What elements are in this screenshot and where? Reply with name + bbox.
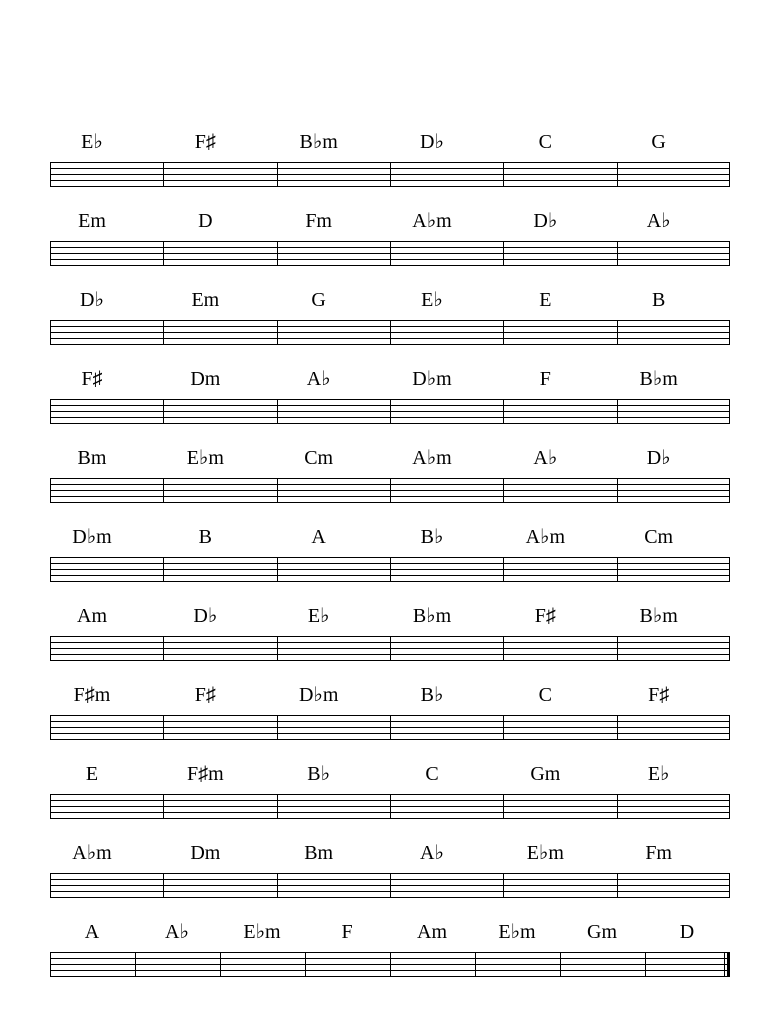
staff [50, 952, 730, 976]
chord-symbol: E♭m [243, 921, 281, 943]
barline [390, 399, 391, 423]
barline [163, 636, 164, 660]
chord-symbol: A♭m [412, 447, 452, 469]
barline [390, 241, 391, 265]
barline [503, 399, 504, 423]
barline [729, 715, 730, 739]
chord-symbol: A♭ [646, 210, 671, 232]
chord-symbol: B♭m [639, 605, 678, 627]
staff-line [50, 739, 730, 740]
chord-symbol: D♭ [533, 210, 558, 232]
barline [50, 162, 51, 186]
chord-symbol: G [311, 289, 326, 311]
barline [163, 794, 164, 818]
chord-symbol: A♭m [72, 842, 112, 864]
barline [50, 478, 51, 502]
barline [617, 557, 618, 581]
barline [390, 636, 391, 660]
chord-symbol: F♯ [194, 684, 216, 706]
chord-symbol: D♭m [412, 368, 452, 390]
staff-system [50, 762, 730, 832]
barline [617, 636, 618, 660]
barline [277, 478, 278, 502]
barline [163, 162, 164, 186]
staff [50, 794, 730, 818]
chord-symbol: E♭m [498, 921, 536, 943]
barline [50, 873, 51, 897]
barline [163, 241, 164, 265]
barline [617, 873, 618, 897]
barline [617, 162, 618, 186]
chord-symbol: Em [78, 210, 106, 232]
chord-symbol: A♭ [420, 842, 444, 864]
chord-symbol: D [198, 210, 213, 232]
barline [277, 162, 278, 186]
chord-symbol: Dm [190, 368, 221, 390]
chord-symbol: E♭ [647, 763, 670, 785]
chord-symbol: Fm [645, 842, 672, 864]
chord-symbol: D♭m [298, 684, 339, 706]
staff [50, 320, 730, 344]
barline [390, 478, 391, 502]
chord-symbol: F♯m [186, 763, 224, 785]
chord-symbol: B♭ [307, 763, 331, 785]
chord-symbol: Am [77, 605, 107, 627]
chord-symbol: E♭ [81, 131, 103, 153]
barline [475, 952, 476, 976]
barline [163, 557, 164, 581]
chord-symbol: E♭ [307, 605, 330, 627]
chord-symbol: D [679, 921, 695, 943]
chord-symbol: Cm [304, 447, 334, 469]
staff [50, 557, 730, 581]
final-barline-thin [724, 952, 725, 976]
chord-symbol: A [311, 526, 326, 548]
chord-symbol: Gm [530, 763, 561, 785]
chord-symbol: D♭m [72, 526, 112, 548]
barline [50, 399, 51, 423]
barline [729, 557, 730, 581]
chord-symbol: C [425, 763, 439, 785]
staff-system [50, 525, 730, 595]
staff-line [50, 581, 730, 582]
chord-symbol: E [85, 763, 99, 785]
barline [50, 952, 51, 976]
barline [617, 794, 618, 818]
barline [390, 952, 391, 976]
barline [163, 873, 164, 897]
barline [503, 320, 504, 344]
barline [50, 320, 51, 344]
staff-line [50, 818, 730, 819]
barline [729, 241, 730, 265]
chord-symbol: G [651, 131, 666, 153]
barline [729, 873, 730, 897]
chord-symbol: A♭ [533, 447, 558, 469]
barline [277, 873, 278, 897]
barline [503, 241, 504, 265]
barline [163, 320, 164, 344]
barline [729, 636, 730, 660]
staff-system [50, 841, 730, 911]
barline [277, 557, 278, 581]
barline [503, 557, 504, 581]
barline [163, 399, 164, 423]
staff-system [50, 604, 730, 674]
barline [163, 478, 164, 502]
chord-symbol: D♭ [80, 289, 104, 311]
barline [503, 162, 504, 186]
chord-symbol: F♯ [534, 605, 556, 627]
barline [390, 557, 391, 581]
chord-symbol: B♭ [420, 526, 444, 548]
staff-line [50, 660, 730, 661]
chord-symbol: E♭m [186, 447, 224, 469]
barline [503, 794, 504, 818]
barline [163, 715, 164, 739]
chord-symbol: E [539, 289, 552, 311]
barline [50, 557, 51, 581]
barline [729, 478, 730, 502]
chord-symbol: B♭m [412, 605, 452, 627]
barline [390, 320, 391, 344]
barline [277, 794, 278, 818]
barline [277, 320, 278, 344]
chord-symbol: D♭ [646, 447, 671, 469]
barline [729, 162, 730, 186]
barline [305, 952, 306, 976]
staff-line [50, 897, 730, 898]
chord-symbol: A [84, 921, 100, 943]
chord-symbol: Gm [587, 921, 617, 943]
barline [729, 399, 730, 423]
barline [50, 241, 51, 265]
barline [617, 715, 618, 739]
staff-line [50, 344, 730, 345]
staff-line [50, 186, 730, 187]
staff [50, 241, 730, 265]
chord-symbol: C [538, 684, 552, 706]
chord-symbol: F♯m [73, 684, 111, 706]
chord-symbol: D♭ [420, 131, 444, 153]
barline [617, 478, 618, 502]
chord-symbol: A♭m [412, 210, 452, 232]
barline [617, 241, 618, 265]
barline [390, 715, 391, 739]
staff-system [50, 367, 730, 437]
barline [617, 320, 618, 344]
barline [135, 952, 136, 976]
chord-symbol: Fm [305, 210, 332, 232]
chord-symbol: F [341, 921, 353, 943]
chord-symbol: C [538, 131, 552, 153]
chord-symbol: B♭m [639, 368, 678, 390]
staff-system [50, 209, 730, 279]
chord-symbol: B [198, 526, 212, 548]
staff-line [50, 265, 730, 266]
chord-symbol: F♯ [81, 368, 103, 390]
barline [617, 399, 618, 423]
barline [277, 241, 278, 265]
staff-system [50, 288, 730, 358]
barline [50, 636, 51, 660]
chord-symbol: F♯ [194, 131, 216, 153]
final-barline-thick [727, 952, 730, 976]
chord-symbol: D♭ [193, 605, 218, 627]
chord-symbol: Bm [77, 447, 107, 469]
staff-system [50, 683, 730, 753]
staff [50, 873, 730, 897]
barline [645, 952, 646, 976]
chord-symbol: Cm [644, 526, 674, 548]
barline [50, 715, 51, 739]
barline [503, 715, 504, 739]
barline [277, 636, 278, 660]
chord-symbol: Em [191, 289, 220, 311]
staff [50, 636, 730, 660]
barline [503, 873, 504, 897]
barline [503, 636, 504, 660]
chord-symbol: Dm [190, 842, 221, 864]
staff-line [50, 976, 730, 977]
chord-symbol: A♭ [306, 368, 331, 390]
barline [503, 478, 504, 502]
staff [50, 399, 730, 423]
chord-symbol: B♭ [420, 684, 444, 706]
barline [560, 952, 561, 976]
staff [50, 478, 730, 502]
barline [390, 794, 391, 818]
barline [729, 794, 730, 818]
barline [277, 715, 278, 739]
staff-system [50, 446, 730, 516]
staff [50, 715, 730, 739]
staff-system [50, 920, 730, 990]
barline [220, 952, 221, 976]
staff-line [50, 502, 730, 503]
chord-symbol: A♭ [165, 921, 189, 943]
chord-symbol: Am [417, 921, 447, 943]
staff-system [50, 130, 730, 200]
chord-symbol: E♭m [526, 842, 564, 864]
barline [50, 794, 51, 818]
chord-symbol: A♭m [525, 526, 566, 548]
barline [390, 162, 391, 186]
staff [50, 162, 730, 186]
barline [729, 320, 730, 344]
chord-symbol: F [539, 368, 551, 390]
barline [390, 873, 391, 897]
chord-symbol: E♭ [421, 289, 443, 311]
staff-line [50, 423, 730, 424]
chord-symbol: Bm [304, 842, 334, 864]
chord-symbol: B♭m [299, 131, 338, 153]
chord-symbol: F♯ [648, 684, 670, 706]
chord-symbol: B [651, 289, 666, 311]
barline [277, 399, 278, 423]
